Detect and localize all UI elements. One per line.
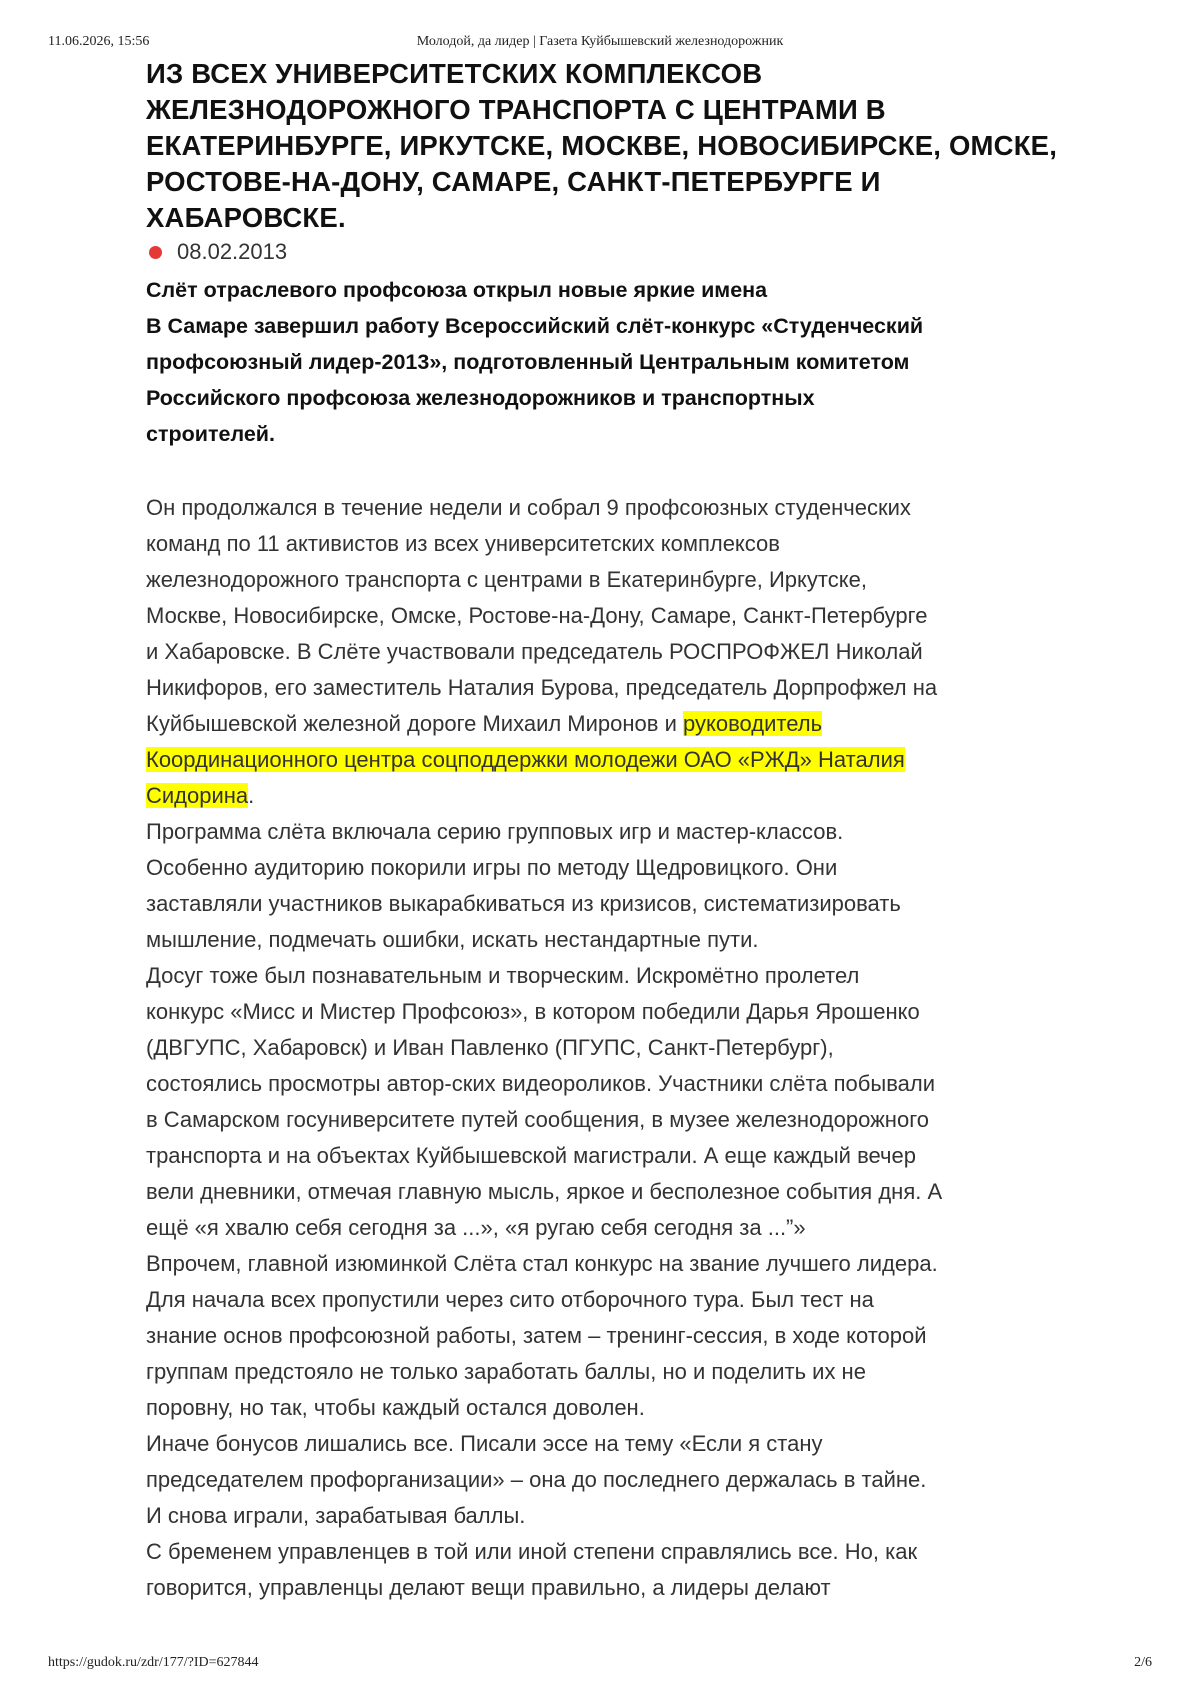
body-line: И снова играли, зарабатывая баллы. [146,1503,526,1528]
lead-line: Российского профсоюза железнодорожников и транспортных [146,386,815,410]
body-line: и Хабаровске. В Слёте участвовали председатель РОСПРОФЖЕЛ Николай [146,639,923,664]
headline-line: ИЗ ВСЕХ УНИВЕРСИТЕТСКИХ КОМПЛЕКСОВ [146,58,763,89]
body-text: . [248,783,255,808]
body-line: Иначе бонусов лишались все. Писали эссе на тему «Если я стану [146,1431,823,1456]
lead-line: В Самаре завершил работу Всероссийский слёт-конкурс «Студенческий [146,314,924,338]
body-line: конкурс «Мисс и Мистер Профсоюз», в котором победили Дарья Ярошенко [146,999,920,1024]
body-line: Программа слёта включала серию групповых игр и мастер-классов. [146,819,844,844]
lead-title: Слёт отраслевого профсоюза открыл новые яркие имена [146,278,768,302]
body-text: Куйбышевской железной дороге Михаил Миронов и [146,711,683,736]
print-datetime: 11.06.2026, 15:56 [48,34,150,49]
article-dateline [146,236,1086,268]
body-line: Он продолжался в течение недели и собрал 9 профсоюзных студенческих [146,495,911,520]
body-line: транспорта и на объектах Куйбышевской магистрали. А еще каждый вечер [146,1143,916,1168]
body-line: Москве, Новосибирске, Омске, Ростове-на-Дону, Самаре, Санкт-Петербурге [146,603,928,628]
print-header [48,34,1152,54]
body-line: поровну, но так, чтобы каждый остался доволен. [146,1395,645,1420]
lead-paragraph [146,308,1086,452]
body-line: знание основ профсоюзной работы, затем – тренинг-сессия, в ходе которой [146,1323,927,1348]
body-line: Никифоров, его заместитель Наталия Бурова, председатель Дорпрофжел на [146,675,938,700]
article-headline [146,56,1086,236]
body-line: мышление, подмечать ошибки, искать нестандартные пути. [146,927,759,952]
body-line: группам предстояло не только заработать баллы, но и поделить их не [146,1359,866,1384]
body-line: Для начала всех пропустили через сито отборочного тура. Был тест на [146,1287,874,1312]
lead-line: строителей. [146,422,275,446]
body-line: говорится, управленцы делают вещи правильно, а лидеры делают [146,1575,831,1600]
body-line [146,742,1086,778]
date-dot-icon [149,246,162,259]
body-line: вели дневники, отмечая главную мысль, яркое и бесполезное события дня. А [146,1179,943,1204]
headline-line: РОСТОВЕ-НА-ДОНУ, САМАРЕ, САНКТ-ПЕТЕРБУРГЕ И [146,166,881,197]
body-line: заставляли участников выкарабкиваться из кризисов, систематизировать [146,891,901,916]
print-page-number: 2/6 [1134,1655,1152,1670]
article-body [146,490,1086,1606]
body-line: команд по 11 активистов из всех университетских комплексов [146,531,780,556]
body-line: состоялись просмотры автор-ских видеороликов. Участники слёта побывали [146,1071,935,1096]
print-page-title: Молодой, да лидер | Газета Куйбышевский железнодорожник [416,34,784,49]
highlighted-text: руководитель [682,711,823,736]
print-footer [48,1655,1152,1675]
lead-line: профсоюзный лидер-2013», подготовленный Центральным комитетом [146,350,910,374]
highlighted-text: Сидорина [146,783,249,808]
print-url: https://gudok.ru/zdr/177/?ID=627844 [48,1655,259,1670]
headline-line: ЖЕЛЕЗНОДОРОЖНОГО ТРАНСПОРТА С ЦЕНТРАМИ В [146,94,886,125]
article-date: 08.02.2013 [177,239,288,264]
article [146,56,1086,1606]
body-line: в Самарском госуниверситете путей сообщения, в музее железнодорожного [146,1107,929,1132]
body-line [146,778,1086,814]
headline-line: ХАБАРОВСКЕ. [146,202,346,233]
headline-line: ЕКАТЕРИНБУРГЕ, ИРКУТСКЕ, МОСКВЕ, НОВОСИБИРСКЕ, ОМСКЕ, [146,130,1058,161]
body-line [146,706,1086,742]
highlighted-text: Координационного центра соцподдержки молодежи ОАО «РЖД» Наталия [146,747,905,772]
body-line: железнодорожного транспорта с центрами в Екатеринбурге, Иркутске, [146,567,867,592]
body-line: Впрочем, главной изюминкой Слёта стал конкурс на звание лучшего лидера. [146,1251,938,1276]
body-line: Досуг тоже был познавательным и творческим. Искромётно пролетел [146,963,860,988]
body-line: ещё «я хвалю себя сегодня за ...», «я ругаю себя сегодня за ...”» [146,1215,806,1240]
body-line: председателем профорганизации» – она до последнего держалась в тайне. [146,1467,927,1492]
body-line: Особенно аудиторию покорили игры по методу Щедровицкого. Они [146,855,838,880]
body-line: (ДВГУПС, Хабаровск) и Иван Павленко (ПГУПС, Санкт-Петербург), [146,1035,834,1060]
body-line: С бременем управленцев в той или иной степени справлялись все. Но, как [146,1539,918,1564]
